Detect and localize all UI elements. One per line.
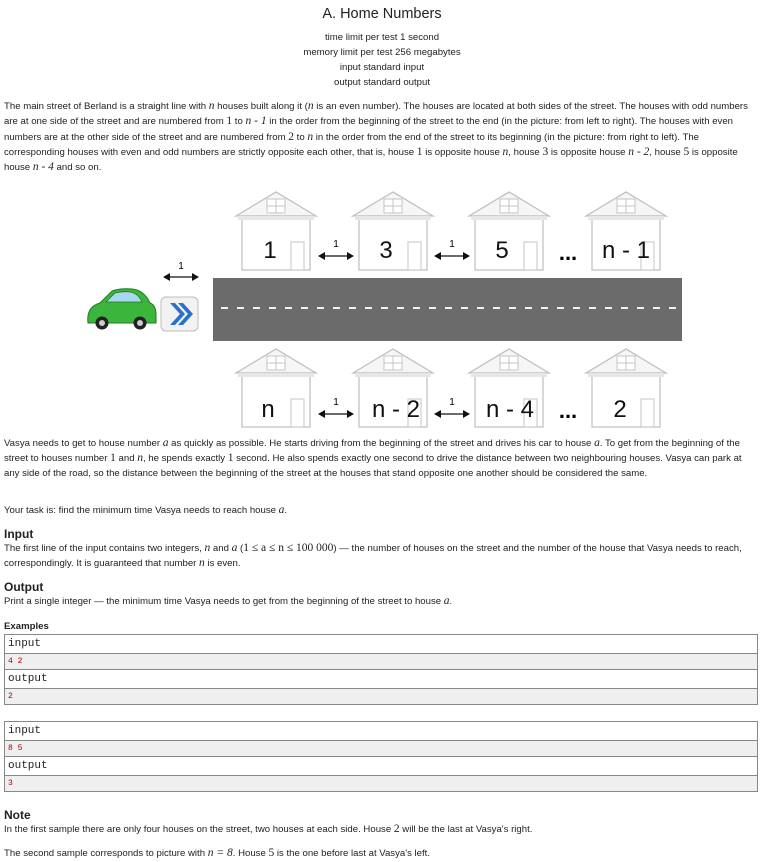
start-arrow: [163, 273, 199, 281]
input-section-title: Input: [4, 527, 34, 541]
house-label: n: [261, 396, 275, 423]
output-section-text: Print a single integer — the minimum time Vasya needs to get from the beginning of the street to house a.: [4, 595, 453, 607]
note-paragraph-2: The second sample corresponds to picture with n = 8. House 5 is the one before last at Vasya's left.: [4, 847, 430, 859]
house-label: 3: [379, 237, 393, 264]
output-spec: output standard output: [333, 77, 430, 88]
input-section-text: The first line of the input contains two integers, n and a (1 ≤ a ≤ n ≤ 100 000) — the number of houses on the street and the number of the house that Vasya needs to reach, correspondingly. It is guaranteed that number n is even.: [4, 542, 742, 570]
house-label: 2: [613, 396, 627, 423]
statement-paragraph-3: Your task is: find the minimum time Vasya needs to reach house a.: [4, 504, 288, 516]
house-label: n - 4: [485, 396, 535, 423]
sample-input-value[interactable]: 4 2: [5, 654, 757, 670]
street-figure: [0, 185, 764, 430]
house-label: n - 2: [371, 396, 421, 423]
forward-button-icon: [161, 297, 198, 331]
output-section-title: Output: [4, 580, 44, 594]
gap-label: 1: [333, 239, 339, 250]
road: [213, 278, 682, 341]
house-top-5: [469, 192, 549, 270]
ellipsis: ...: [558, 240, 578, 265]
sample-output-label: output: [5, 757, 757, 776]
house-label: n - 1: [601, 237, 651, 264]
gap-label: 1: [449, 397, 455, 408]
start-label: 1: [178, 261, 184, 272]
problem-title: A. Home Numbers: [322, 6, 442, 22]
ellipsis: ...: [558, 398, 578, 423]
time-limit: time limit per test 1 second: [324, 32, 440, 43]
sample-output-label: output: [5, 670, 757, 689]
house-bottom-n: [236, 349, 316, 427]
sample-output-value[interactable]: 2: [5, 689, 757, 704]
sample-test-1: [4, 634, 758, 705]
statement-paragraph-2: Vasya needs to get to house number a as quickly as possible. He starts driving from the beginning of the street and drives his car to house a. To get from the beginning of the street to houses number 1 and n, he spends exactly 1 second. He also spends exactly one second to drive the distance between two neighbouring houses. Vasya can park at any side of the road, so the distance between the beginning of the street at the houses that stand opposite one another should be considered the same.: [4, 437, 742, 479]
house-label: 1: [263, 237, 277, 264]
examples-title: Examples: [4, 621, 49, 632]
gap-arrow: [434, 410, 470, 418]
sample-input-label: input: [5, 722, 757, 741]
car-icon: [88, 289, 156, 330]
note-paragraph-1: In the first sample there are only four houses on the street, two houses at each side. House 2 will be the last at Vasya's right.: [4, 823, 533, 835]
gap-label: 1: [333, 397, 339, 408]
gap-arrow: [434, 252, 470, 260]
sample-input-value[interactable]: 8 5: [5, 741, 757, 757]
memory-limit: memory limit per test 256 megabytes: [303, 47, 461, 58]
sample-output-value[interactable]: 3: [5, 776, 757, 791]
sample-input-label: input: [5, 635, 757, 654]
gap-label: 1: [449, 239, 455, 250]
input-spec: input standard input: [339, 62, 425, 73]
house-label: 5: [495, 237, 509, 264]
house-top-3: [353, 192, 433, 270]
sample-test-2: [4, 721, 758, 792]
note-title: Note: [4, 808, 31, 822]
gap-arrow: [318, 252, 354, 260]
statement-paragraph-1: The main street of Berland is a straight line with n houses built along it (n is an even number). The houses are located at both sides of the street. The houses with odd numbers are at one side of the street and are numbered from 1 to n - 1 in the order from the beginning of the street to the end (in the picture: from left to right). The houses with even numbers are at the other side of the street and are numbered from 2 to n in the order from the end of the street to its beginning (in the picture: from right to left). The corresponding houses with even and odd numbers are strictly opposite each other, that is, house 1 is opposite house n, house 3 is opposite house n - 2, house 5 is opposite house n - 4 and so on.: [4, 100, 748, 174]
gap-arrow: [318, 410, 354, 418]
